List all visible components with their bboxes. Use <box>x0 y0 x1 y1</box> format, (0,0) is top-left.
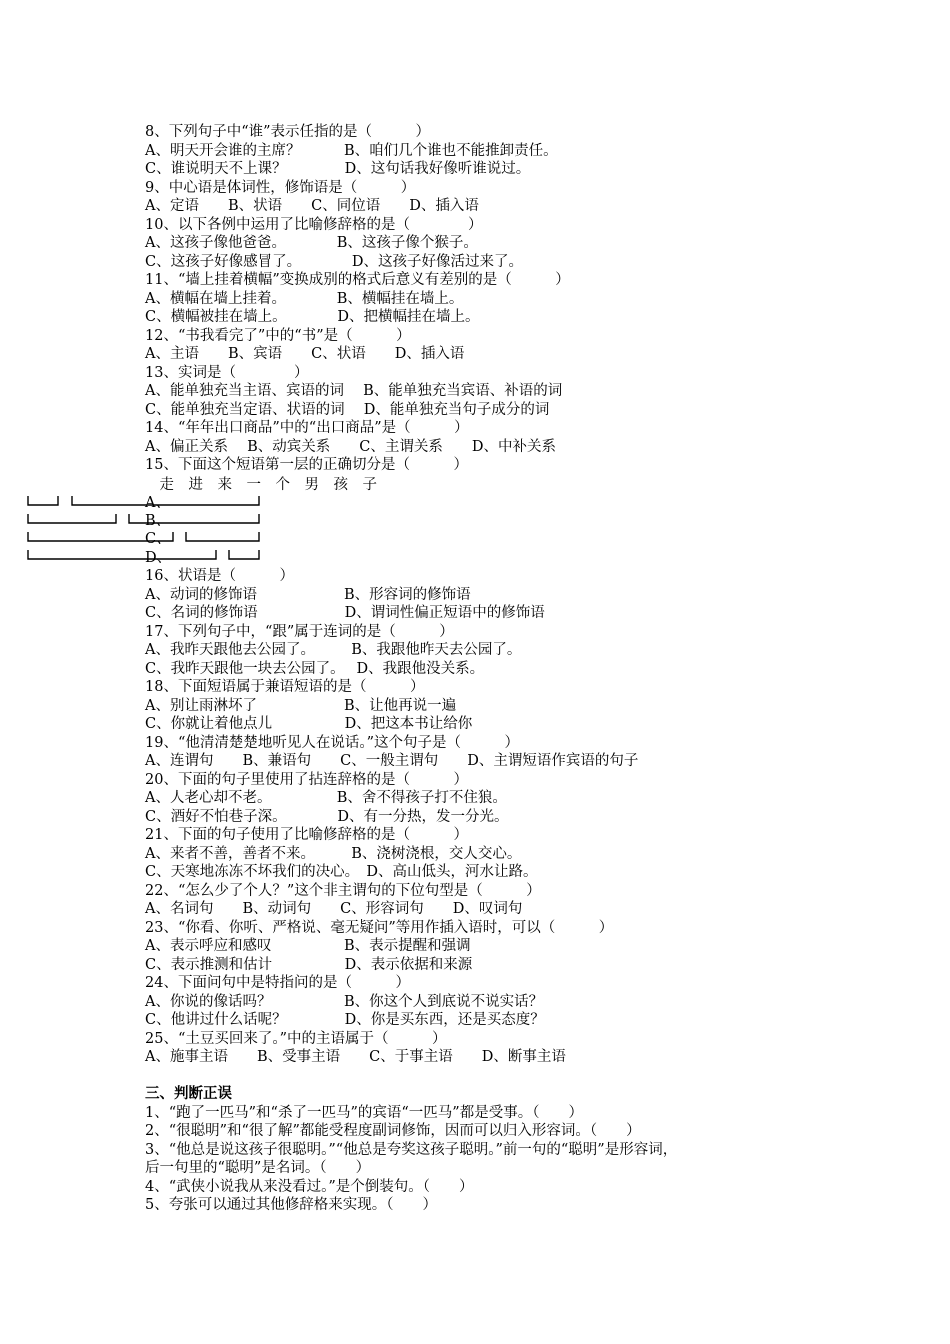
q22-stem: 22、“怎么少了个人？”这个非主谓句的下位句型是（ ） <box>145 882 541 899</box>
q13-options-ab: A、能单独充当主语、宾语的词 B、能单独充当宾语、补语的词 <box>145 383 563 399</box>
q14-stem: 14、“年年出口商品”中的“出口商品”是（ ） <box>145 420 469 436</box>
q9-stem: 9、中心语是体词性，修饰语是（ ） <box>145 179 416 196</box>
q25-options: A、施事主语 B、受事主语 C、于事主语 D、断事主语 <box>145 1049 566 1065</box>
tf-item-2: 2、“很聪明”和“很了解”都能受程度副词修饰，因而可以归入形容词。（ ） <box>145 1123 641 1139</box>
q11-stem: 11、“墙上挂着横幅”变换成别的格式后意义有差别的是（ ） <box>145 272 570 288</box>
q8-options-ab: A、明天开会谁的主席？ B、咱们几个谁也不能推卸责任。 <box>145 142 558 159</box>
q11-options-cd: C、横幅被挂在墙上。 D、把横幅挂在墙上。 <box>145 309 480 325</box>
q16-options-ab: A、动词的修饰语 B、形容词的修饰语 <box>145 586 471 603</box>
q18-options-ab: A、别让雨淋坏了 B、让他再说一遍 <box>145 697 457 714</box>
tf-item-4: 4、“武侠小说我从来没看过。”是个倒装句。（ ） <box>145 1178 474 1195</box>
q23-options-cd: C、表示推测和估计 D、表示依据和来源 <box>145 956 473 973</box>
q12-options: A、主语 B、宾语 C、状语 D、插入语 <box>145 346 465 362</box>
q15-option-b: B、 <box>145 513 171 529</box>
q16-options-cd: C、名词的修饰语 D、谓词性偏正短语中的修饰语 <box>145 605 545 621</box>
tf-item-3-cont: 后一句里的“聪明”是名词。（ ） <box>145 1160 371 1176</box>
q16-stem: 16、状语是（ ） <box>145 568 294 584</box>
q9-options: A、定语 B、状语 C、同位语 D、插入语 <box>145 198 479 214</box>
q15-option-d: D、 <box>145 550 172 566</box>
q19-stem: 19、“他清清楚楚地听见人在说话。”这个句子是（ ） <box>145 734 520 751</box>
q13-options-cd: C、能单独充当定语、状语的词 D、能单独充当句子成分的词 <box>145 401 550 418</box>
q12-stem: 12、“书我看完了”中的“书”是（ ） <box>145 327 411 344</box>
q17-options-ab: A、我昨天跟他去公园了。 B、我跟他昨天去公园了。 <box>145 642 522 658</box>
q17-stem: 17、下列句子中，“跟”属于连词的是（ ） <box>145 623 454 640</box>
q22-options: A、名词句 B、动词句 C、形容词句 D、叹词句 <box>145 901 523 917</box>
bracket-a-left <box>28 496 58 505</box>
tf-item-5: 5、夸张可以通过其他修辞格来实现。（ ） <box>145 1197 437 1213</box>
q15-option-c: C、 <box>145 531 171 547</box>
q23-options-ab: A、表示呼应和感叹 B、表示提醒和强调 <box>145 938 471 954</box>
section-three-heading: 三、判断正误 <box>145 1085 232 1102</box>
q14-options: A、偏正关系 B、动宾关系 C、主谓关系 D、中补关系 <box>145 438 556 455</box>
q25-stem: 25、“土豆买回来了。”中的主语属于（ ） <box>145 1030 447 1047</box>
q8-stem: 8、下列句子中“谁”表示任指的是（ ） <box>145 124 431 140</box>
q18-stem: 18、下面短语属于兼语短语的是（ ） <box>145 679 425 695</box>
bracket-b-left <box>28 514 116 523</box>
q21-options-ab: A、来者不善，善者不来。 B、浇树浇根，交人交心。 <box>145 845 522 862</box>
tf-item-1: 1、“跑了一匹马”和“杀了一匹马”的宾语“一匹马”都是受事。（ ） <box>145 1104 583 1121</box>
q20-options-ab: A、人老心却不老。 B、舍不得孩子打不住狼。 <box>145 790 507 806</box>
q23-stem: 23、“你看、你听、严格说、毫无疑问”等用作插入语时，可以（ ） <box>145 919 614 936</box>
q24-options-cd: C、他讲过什么话呢？ D、你是买东西，还是买态度？ <box>145 1012 545 1028</box>
q18-options-cd: C、你就让着他点儿 D、把这本书让给你 <box>145 716 473 732</box>
q19-options: A、连谓句 B、兼语句 C、一般主谓句 D、主谓短语作宾语的句子 <box>145 753 639 769</box>
q11-options-ab: A、横幅在墙上挂着。 B、横幅挂在墙上。 <box>145 290 464 307</box>
q15-stem: 15、下面这个短语第一层的正确切分是（ ） <box>145 457 468 473</box>
q20-options-cd: C、酒好不怕巷子深。 D、有一分热，发一分光。 <box>145 808 509 825</box>
q24-stem: 24、下面问句中是特指问的是（ ） <box>145 975 410 991</box>
q17-options-cd: C、我昨天跟他一块去公园了。 D、我跟他没关系。 <box>145 660 485 677</box>
q8-options-cd: C、谁说明天不上课？ D、这句话我好像听谁说过。 <box>145 161 531 177</box>
q13-stem: 13、实词是（ ） <box>145 364 309 381</box>
q21-options-cd: C、天寒地冻冻不坏我们的决心。 D、高山低头，河水让路。 <box>145 864 538 880</box>
q21-stem: 21、下面的句子使用了比喻修辞格的是（ ） <box>145 827 468 843</box>
q20-stem: 20、下面的句子里使用了拈连辞格的是（ ） <box>145 771 468 788</box>
q10-options-ab: A、这孩子像他爸爸。 B、这孩子像个猴子。 <box>145 235 478 251</box>
q10-options-cd: C、这孩子好像感冒了。 D、这孩子好像活过来了。 <box>145 253 523 270</box>
tf-item-3: 3、“他总是说这孩子很聪明。”“他总是夸奖这孩子聪明。”前一句的“聪明”是形容词， <box>145 1141 678 1158</box>
q24-options-ab: A、你说的像话吗？ B、你这个人到底说不说实话？ <box>145 993 544 1010</box>
q15-option-a: A、 <box>145 495 170 511</box>
q10-stem: 10、以下各例中运用了比喻修辞格的是（ ） <box>145 216 483 233</box>
q15-phrase: 走 进 来 一 个 男 孩 子 <box>145 477 377 493</box>
